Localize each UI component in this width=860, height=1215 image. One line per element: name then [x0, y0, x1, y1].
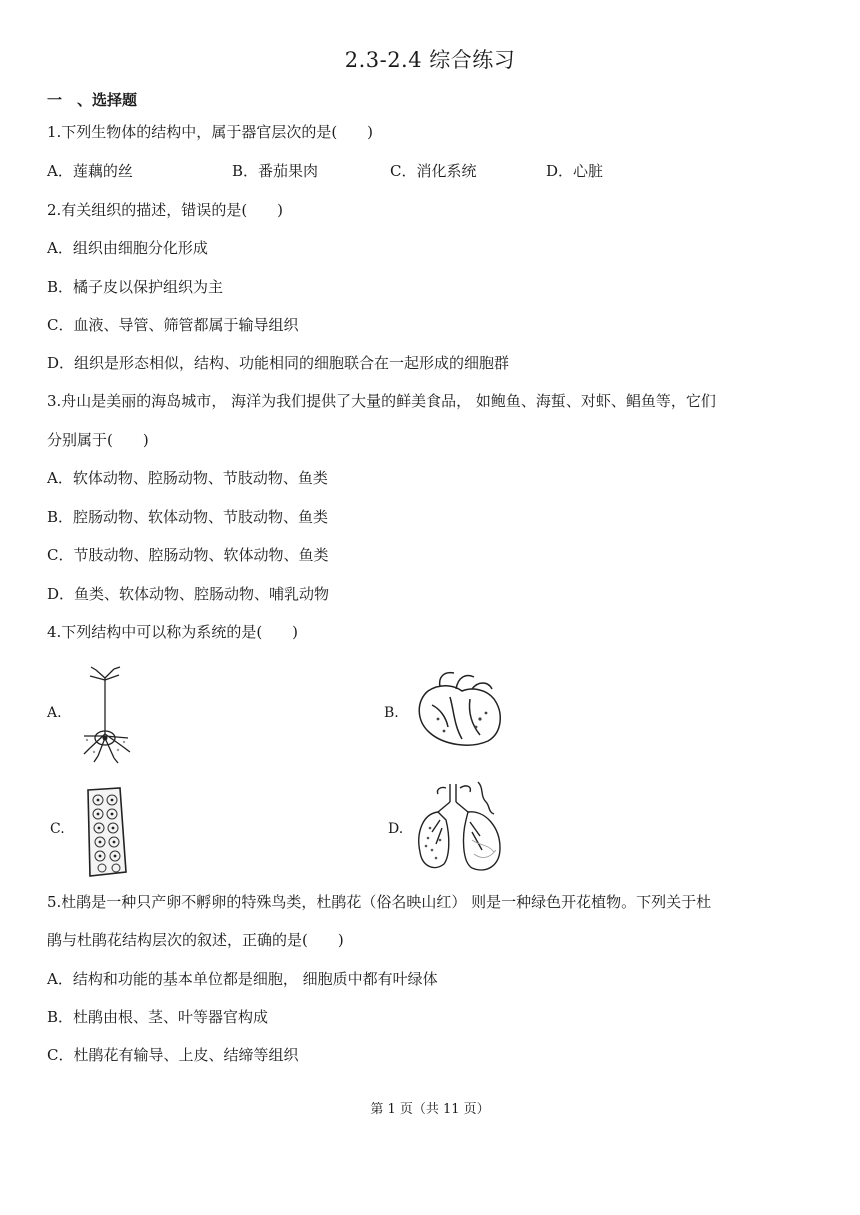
option-a: A．莲藕的丝 [47, 162, 133, 180]
question-1-stem: 1.下列生物体的结构中，属于器官层次的是( ) [47, 123, 374, 141]
tissue-figure [80, 786, 130, 878]
lungs-figure [410, 780, 510, 876]
page-title: 2.3-2.4 综合练习 [344, 48, 516, 72]
option-c: C．血液、导管、筛管都属于输导组织 [47, 316, 299, 334]
option-c: C．杜鹃花有输导、上皮、结缔等组织 [47, 1046, 299, 1064]
option-b: B．橘子皮以保护组织为主 [47, 278, 224, 296]
option-b: B．番茄果肉 [232, 162, 319, 180]
heart-figure [410, 669, 508, 751]
question-1-options [47, 160, 603, 181]
section-heading: 一 、选择题 [47, 91, 138, 109]
question-2-stem: 2.有关组织的描述，错误的是( ) [47, 201, 284, 219]
question-3-stem: 3.舟山是美丽的海岛城市， 海洋为我们提供了大量的鲜美食品， 如鲍鱼、海蜇、对虾、鲳鱼等，它们 [47, 392, 716, 410]
question-5-stem: 5.杜鹃是一种只产卵不孵卵的特殊鸟类，杜鹃花（俗名映山红） 则是一种绿色开花植物。下列关于杜 [47, 893, 712, 911]
option-c: C．消化系统 [390, 162, 477, 180]
page-footer: 第 1 页（共 11 页） [370, 1102, 490, 1117]
figure-label-d: D. [388, 821, 404, 837]
figure-label-b: B. [384, 705, 399, 721]
option-a: A．结构和功能的基本单位都是细胞， 细胞质中都有叶绿体 [47, 970, 438, 988]
question-3-stem-cont: 分别属于( ) [47, 431, 149, 449]
question-4-stem: 4.下列结构中可以称为系统的是( ) [47, 623, 299, 641]
option-a: A．软体动物、腔肠动物、节肢动物、鱼类 [47, 469, 328, 487]
option-b: B．杜鹃由根、茎、叶等器官构成 [47, 1008, 269, 1026]
option-c: C．节肢动物、腔肠动物、软体动物、鱼类 [47, 546, 329, 564]
option-d: D．组织是形态相似，结构、功能相同的细胞联合在一起形成的细胞群 [47, 354, 510, 372]
figure-label-c: C. [50, 821, 65, 837]
figure-label-a: A. [47, 705, 62, 721]
option-d: D．心脏 [546, 162, 604, 180]
neuron-figure [72, 666, 142, 764]
option-a: A．组织由细胞分化形成 [47, 239, 208, 257]
option-d: D．鱼类、软体动物、腔肠动物、哺乳动物 [47, 585, 330, 603]
question-5-stem-cont: 鹃与杜鹃花结构层次的叙述，正确的是( ) [47, 931, 344, 949]
option-b: B．腔肠动物、软体动物、节肢动物、鱼类 [47, 508, 329, 526]
